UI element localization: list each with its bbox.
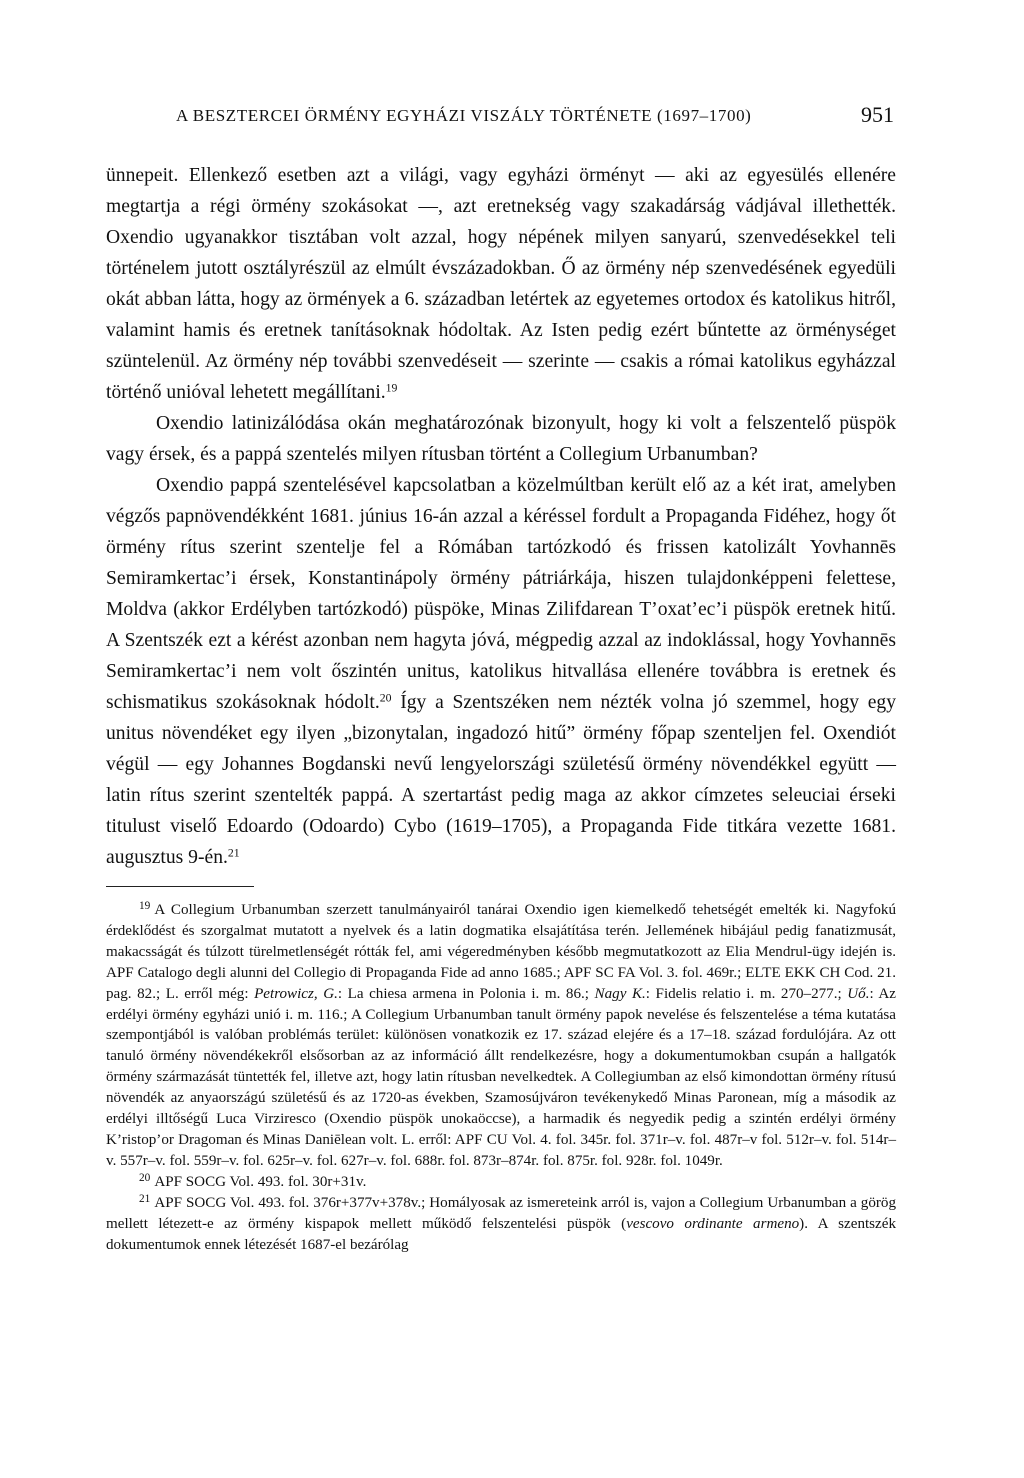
footnote-text: : Az erdélyi örmény egyházi unió i. m. 116.; A Collegium Urbanumban tanult örmény papok nevelése és felszentelése a téma kutatása szempontjából is valóban problémás terület: különösen vonatkozik ez 17. század elejére és a 17–18. század fordulójára. Az ott tanuló örmény növendékekről elsősorban az az információ állt rendelkezésre, hogy a dokumentumokban csupán a hallgatók örmény származását tüntették fel, illetve azt, hogy latin rítusban nevelkedtek. A Collegiumban az első kimondottan örmény rítusú növendék az anyaországú születésű és az 1720-as években, Szamosújváron tevékenykedő Minas Paronean, míg a második az erdélyi illtőségű Luca Virziresco (Oxendio püspök unokaöccse), a harmadik és negyedik pedig a szintén erdélyi örmény K’ristop’or Dragoman és Minas Daniēlean volt. L. erről: APF CU Vol. 4. fol. 345r. fol. 371r–v. fol. 487r–v fol. 512r–v. fol. 514r–v. 557r–v. fol. 559r–v. fol. 625r–v. fol. 627r–v. fol. 688r. fol. 873r–874r. fol. 875r. fol. 928r. fol. 1049r. (106, 985, 896, 1169)
paragraph (106, 160, 896, 408)
paragraph (106, 470, 896, 873)
author-name: Uő. (847, 985, 870, 1002)
main-text (106, 160, 896, 873)
footnote-reference: 21 (227, 846, 240, 860)
footnote-reference: 19 (385, 381, 398, 395)
paragraph-text: Oxendio pappá szentelésével kapcsolatban a közelmúltban került elő az a két irat, amelyben végzős papnövendékként 1681. június 16-án azzal a kéréssel fordult a Propaganda Fidéhez, hogy őt örmény rítus szerint szentelje fel a Rómában tartózkodó és frissen katolizált Yovhannēs Semiramkertac’i érsek, Konstantinápoly örmény pátriárkája, hiszen tulajdonképpeni felettese, Moldva (akkor Erdélyben tartózkodó) püspöke, Minas Zilifdarean T’oxat’ec’i püspök eretnek hitű. A Szentszék ezt a kérést azonban nem hagyta jóvá, mégpedig azzal az indoklással, hogy Yovhannēs Semiramkertac’i nem volt őszintén unitus, katolikus hitvallása ellenére továbbra is eretnek és schismatikus szokásoknak hódolt. (106, 475, 896, 713)
paragraph: Oxendio latinizálódása okán meghatározónak bizonyult, hogy ki volt a felszentelő püspök vagy érsek, és a pappá szentelés milyen rítusban történt a Collegium Urbanumban? (106, 413, 896, 465)
footnote-text: ). A szentszék dokumentumok ennek létezését 1687-el bezárólag (106, 1215, 897, 1253)
footnote-separator (106, 886, 254, 887)
author-name: Nagy K. (594, 985, 646, 1002)
footnote-text: : La chiesa armena in Polonia i. m. 86.; (337, 985, 595, 1002)
footnote-number: 21 (139, 1193, 151, 1206)
footnote-text: APF SOCG Vol. 493. fol. 30r+31v. (154, 1173, 367, 1190)
running-title: A BESZTERCEI ÖRMÉNY EGYHÁZI VISZÁLY TÖRTÉNETE (1697–1700) (176, 106, 752, 125)
footnote-number: 20 (139, 1172, 151, 1185)
footnote-20 (106, 1172, 896, 1193)
footnote-21 (106, 1193, 896, 1256)
italic-term: vescovo ordinante armeno (626, 1215, 800, 1232)
paragraph-text: Így a Szentszéken nem nézték volna jó szemmel, hogy egy unitus növendéket egy ilyen „bizonytalan, ingadozó hitű” örmény főpap szenteljen fel. Oxendiót végül — egy Johannes Bogdanski nevű lengyelországi születésű örmény növendékkel együtt — latin rítus szerint szentelték pappá. A szertartást pedig maga az akkor címzetes seleuciai érseki titulust viselő Edoardo (Odoardo) Cybo (1619–1705), a Propaganda Fide titkára vezette 1681. augusztus 9-én. (106, 692, 896, 868)
page-number: 951 (861, 102, 894, 127)
paragraph-text: ünnepeit. Ellenkező esetben azt a világi, vagy egyházi örményt — aki az egyesülés ellenére megtartja a régi örmény szokásokat —, azt eretnekség vagy szakadárság vádjával illethették. Oxendio ugyanakkor tisztában volt azzal, hogy népének milyen sanyarú, szenvedésekkel teli történelem jutott osztályrészül az elmúlt évszázadokban. Ő az örmény nép szenvedésének egyedüli okát abban látta, hogy az örmények a 6. században letértek az egyetemes ortodox és katolikus hitről, valamint hamis és eretnek tanításoknak hódoltak. Az Isten pedig ezért bűntette az örménységet szüntelenül. Az örmény nép további szenvedéseit — szerinte — csakis a római katolikus egyházzal történő unióval lehetett megállítani. (106, 165, 896, 403)
footnote-reference: 20 (379, 691, 392, 705)
author-name: Petrowicz, G. (254, 985, 338, 1002)
running-header (106, 102, 894, 132)
footnote-text: : Fidelis relatio i. m. 270–277.; (645, 985, 848, 1002)
footnotes (106, 900, 896, 1255)
footnote-text: APF SOCG Vol. 493. fol. 376r+377v+378v.; Homályosak az ismereteink arról is, vajon a Collegium Urbanumban a görög mellett létezett-e az örmény kispapok mellett működő felszentelési püspök ( (106, 1194, 896, 1232)
footnote-19 (106, 900, 896, 1172)
footnote-number: 19 (139, 900, 151, 913)
footnote-text: A Collegium Urbanumban szerzett tanulmányairól tanárai Oxendio igen kiemelkedő tehetségét emelték ki. Nagyfokú érdeklődést és szorgalmat mutatott a nyelvek és a latin dogmatika elsajátítása terén. Jellemének hibájául pedig fanatizmusát, makacsságát és túlzott türelmetlenségét rótták fel, ami végeredményben később megmutatkozott az Elia Mendrul-ügy idején is. APF Catalogo degli alunni del Collegio di Propaganda Fide ad anno 1685.; APF SC FA Vol. 3. fol. 469r.; ELTE EKK CH Cod. 21. pag. 82.; L. erről még: (106, 902, 896, 1002)
